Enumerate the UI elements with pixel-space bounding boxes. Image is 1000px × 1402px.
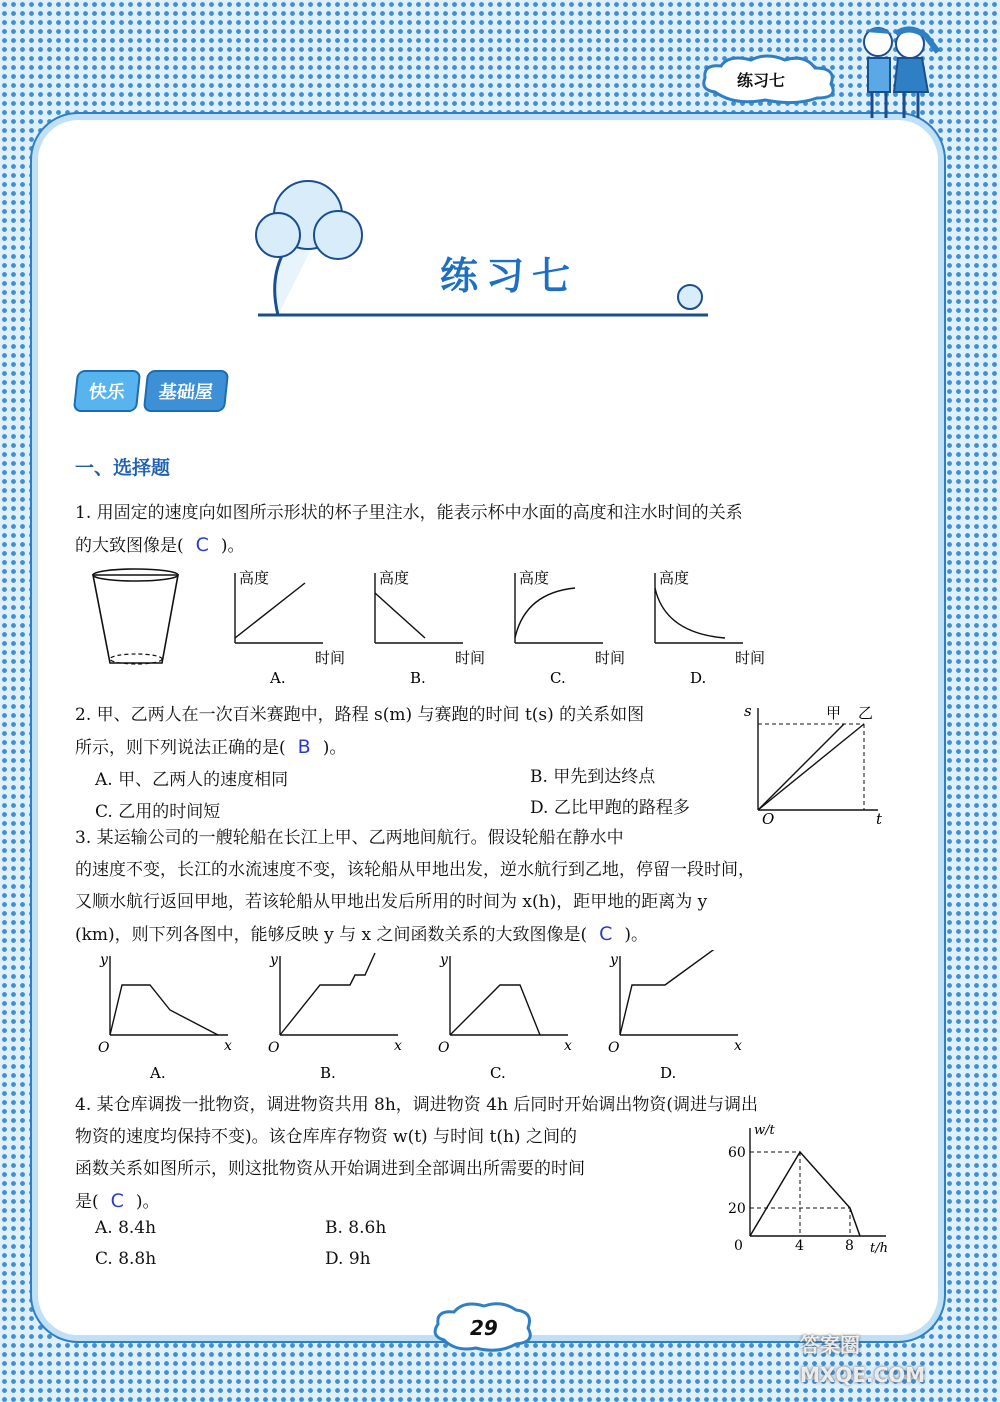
header-tag-label: 练习七 [737, 71, 786, 90]
q3-graph-origin: O [438, 1040, 450, 1056]
question-4-choice-d: D. 9h [325, 1249, 371, 1269]
q1-graph-1 [235, 569, 345, 687]
question-4-choice-c: C. 8.8h [95, 1249, 157, 1269]
q3-graph-origin: O [608, 1040, 620, 1056]
q1-graph-xlabel: 时间 [455, 649, 486, 667]
q2-line-yi [758, 724, 864, 810]
page-title: 练习七 [440, 254, 579, 298]
q3-option-label: B. [320, 1064, 336, 1082]
question-4-line2: 物资的速度均保持不变)。该仓库库存物资 w(t) 与时间 t(h) 之间的 [75, 1127, 577, 1147]
q2-x-label: t [876, 810, 883, 825]
q3-graph-4 [608, 950, 742, 1082]
question-1-line1: 1. 用固定的速度向如图所示形状的杯子里注水，能表示杯中水面的高度和注水时间的关系 [75, 503, 743, 523]
kids-illustration-icon [848, 22, 958, 122]
q1-graph-ylabel: 高度 [379, 569, 410, 587]
q1-graph-xlabel: 时间 [735, 649, 766, 667]
q2-y-label: s [744, 702, 752, 720]
q1-graph-3 [515, 569, 625, 687]
q2-series-yi: 乙 [858, 704, 874, 722]
page-number: 29 [470, 1316, 498, 1340]
q3-graph-origin: O [268, 1040, 280, 1056]
q3-graph-origin: O [98, 1040, 110, 1056]
question-4-line4: 是( C )。 [75, 1190, 160, 1212]
q1-option-label: D. [690, 669, 707, 687]
question-1-line2: 的大致图像是( C )。 [75, 534, 245, 556]
q4-x-label: t/h [870, 1241, 888, 1256]
watermark: 答案圈 MXQE.COM [800, 1333, 926, 1387]
q1-graph-curve [655, 588, 725, 638]
q2-line-jia [758, 724, 844, 810]
q1-graph-ylabel: 高度 [519, 569, 550, 587]
badge-part2: 基础屋 [143, 370, 229, 412]
q1-graph-curve [375, 593, 425, 638]
question-3-figures [90, 950, 790, 1085]
q1-graph-2 [375, 569, 485, 687]
header-cloud-tag [695, 52, 845, 106]
question-4-line3: 函数关系如图所示，则这批物资从开始调进到全部调出所需要的时间 [75, 1159, 585, 1179]
question-1-figures [90, 563, 780, 688]
answer-2: B [297, 736, 311, 758]
q2-series-jia: 甲 [826, 704, 842, 722]
answer-4: C [110, 1190, 124, 1212]
section-badge [75, 370, 227, 412]
q4-xtick-4: 4 [795, 1238, 804, 1254]
q1-graph-ylabel: 高度 [659, 569, 690, 587]
question-2-choice-c: C. 乙用的时间短 [95, 802, 221, 822]
answer-3: C [599, 923, 613, 945]
q3-graph-xlabel: x [734, 1038, 742, 1054]
q3-graph-xlabel: x [564, 1038, 572, 1054]
q3-graph-xlabel: x [224, 1038, 232, 1054]
q3-graph-line [450, 985, 540, 1035]
q4-origin: 0 [734, 1238, 743, 1254]
question-1 [75, 497, 905, 562]
q3-graph-ylabel: y [100, 952, 108, 968]
question-2-choice-b: B. 甲先到达终点 [530, 767, 656, 787]
q4-ytick-20: 20 [728, 1201, 746, 1217]
q2-origin: O [762, 810, 775, 825]
q1-graph-xlabel: 时间 [595, 649, 626, 667]
question-3-line2: 的速度不变，长江的水流速度不变，该轮船从甲地出发，逆水航行到乙地，停留一段时间， [75, 860, 755, 880]
q3-option-label: D. [660, 1064, 677, 1082]
q3-option-label: C. [490, 1064, 506, 1082]
question-3-line1: 3. 某运输公司的一艘轮船在长江上甲、乙两地间航行。假设轮船在静水中 [75, 828, 624, 848]
question-2-choice-a: A. 甲、乙两人的速度相同 [95, 770, 289, 790]
q4-stock-line [750, 1152, 860, 1236]
q3-graph-1 [98, 952, 232, 1082]
q3-graph-ylabel: y [440, 952, 448, 968]
q3-graph-xlabel: x [394, 1038, 402, 1054]
badge-part1: 快乐 [73, 370, 141, 412]
question-3 [75, 822, 905, 951]
q1-option-label: B. [410, 669, 426, 687]
question-3-line3: 又顺水航行返回甲地，若该轮船从甲地出发后所用的时间为 x(h)，距甲地的距离为 y [75, 892, 708, 912]
q3-graph-ylabel: y [610, 952, 618, 968]
q1-graph-ylabel: 高度 [239, 569, 270, 587]
q1-graph-curve [515, 588, 575, 638]
question-4-line1: 4. 某仓库调拨一批物资，调进物资共用 8h，调进物资 4h 后同时开始调出物资(调进与调出 [75, 1095, 758, 1115]
question-2-graph [738, 700, 888, 825]
q3-option-label: A. [150, 1064, 166, 1082]
q1-graph-xlabel: 时间 [315, 649, 346, 667]
q1-graph-curve [235, 583, 305, 638]
question-2-choice-d: D. 乙比甲跑的路程多 [530, 798, 690, 818]
question-4-choice-a: A. 8.4h [95, 1218, 157, 1238]
q3-graph-2 [268, 952, 402, 1082]
question-4-graph [728, 1118, 893, 1258]
question-4-choice-b: B. 8.6h [325, 1218, 387, 1238]
question-2-line1: 2. 甲、乙两人在一次百米赛跑中，路程 s(m) 与赛跑的时间 t(s) 的关系如图 [75, 705, 645, 725]
q1-option-label: A. [270, 669, 286, 687]
q3-graph-line [110, 985, 218, 1035]
q1-graph-4 [655, 569, 765, 687]
q4-xtick-8: 8 [845, 1238, 854, 1254]
q4-y-label: w/t [754, 1123, 775, 1138]
q1-option-label: C. [550, 669, 566, 687]
question-2-line2: 所示，则下列说法正确的是( B )。 [75, 736, 347, 758]
q3-graph-line [620, 950, 720, 1035]
q3-graph-line [280, 953, 375, 1035]
q3-graph-3 [438, 952, 572, 1082]
question-3-line4: (km)，则下列各图中，能够反映 y 与 x 之间函数关系的大致图像是( C )。 [75, 923, 649, 945]
q3-graph-ylabel: y [270, 952, 278, 968]
section-title: 一、选择题 [75, 457, 171, 479]
q4-ytick-60: 60 [728, 1145, 746, 1161]
answer-1: C [195, 534, 209, 556]
question-2 [75, 699, 765, 764]
cup-figure-icon [93, 569, 178, 664]
